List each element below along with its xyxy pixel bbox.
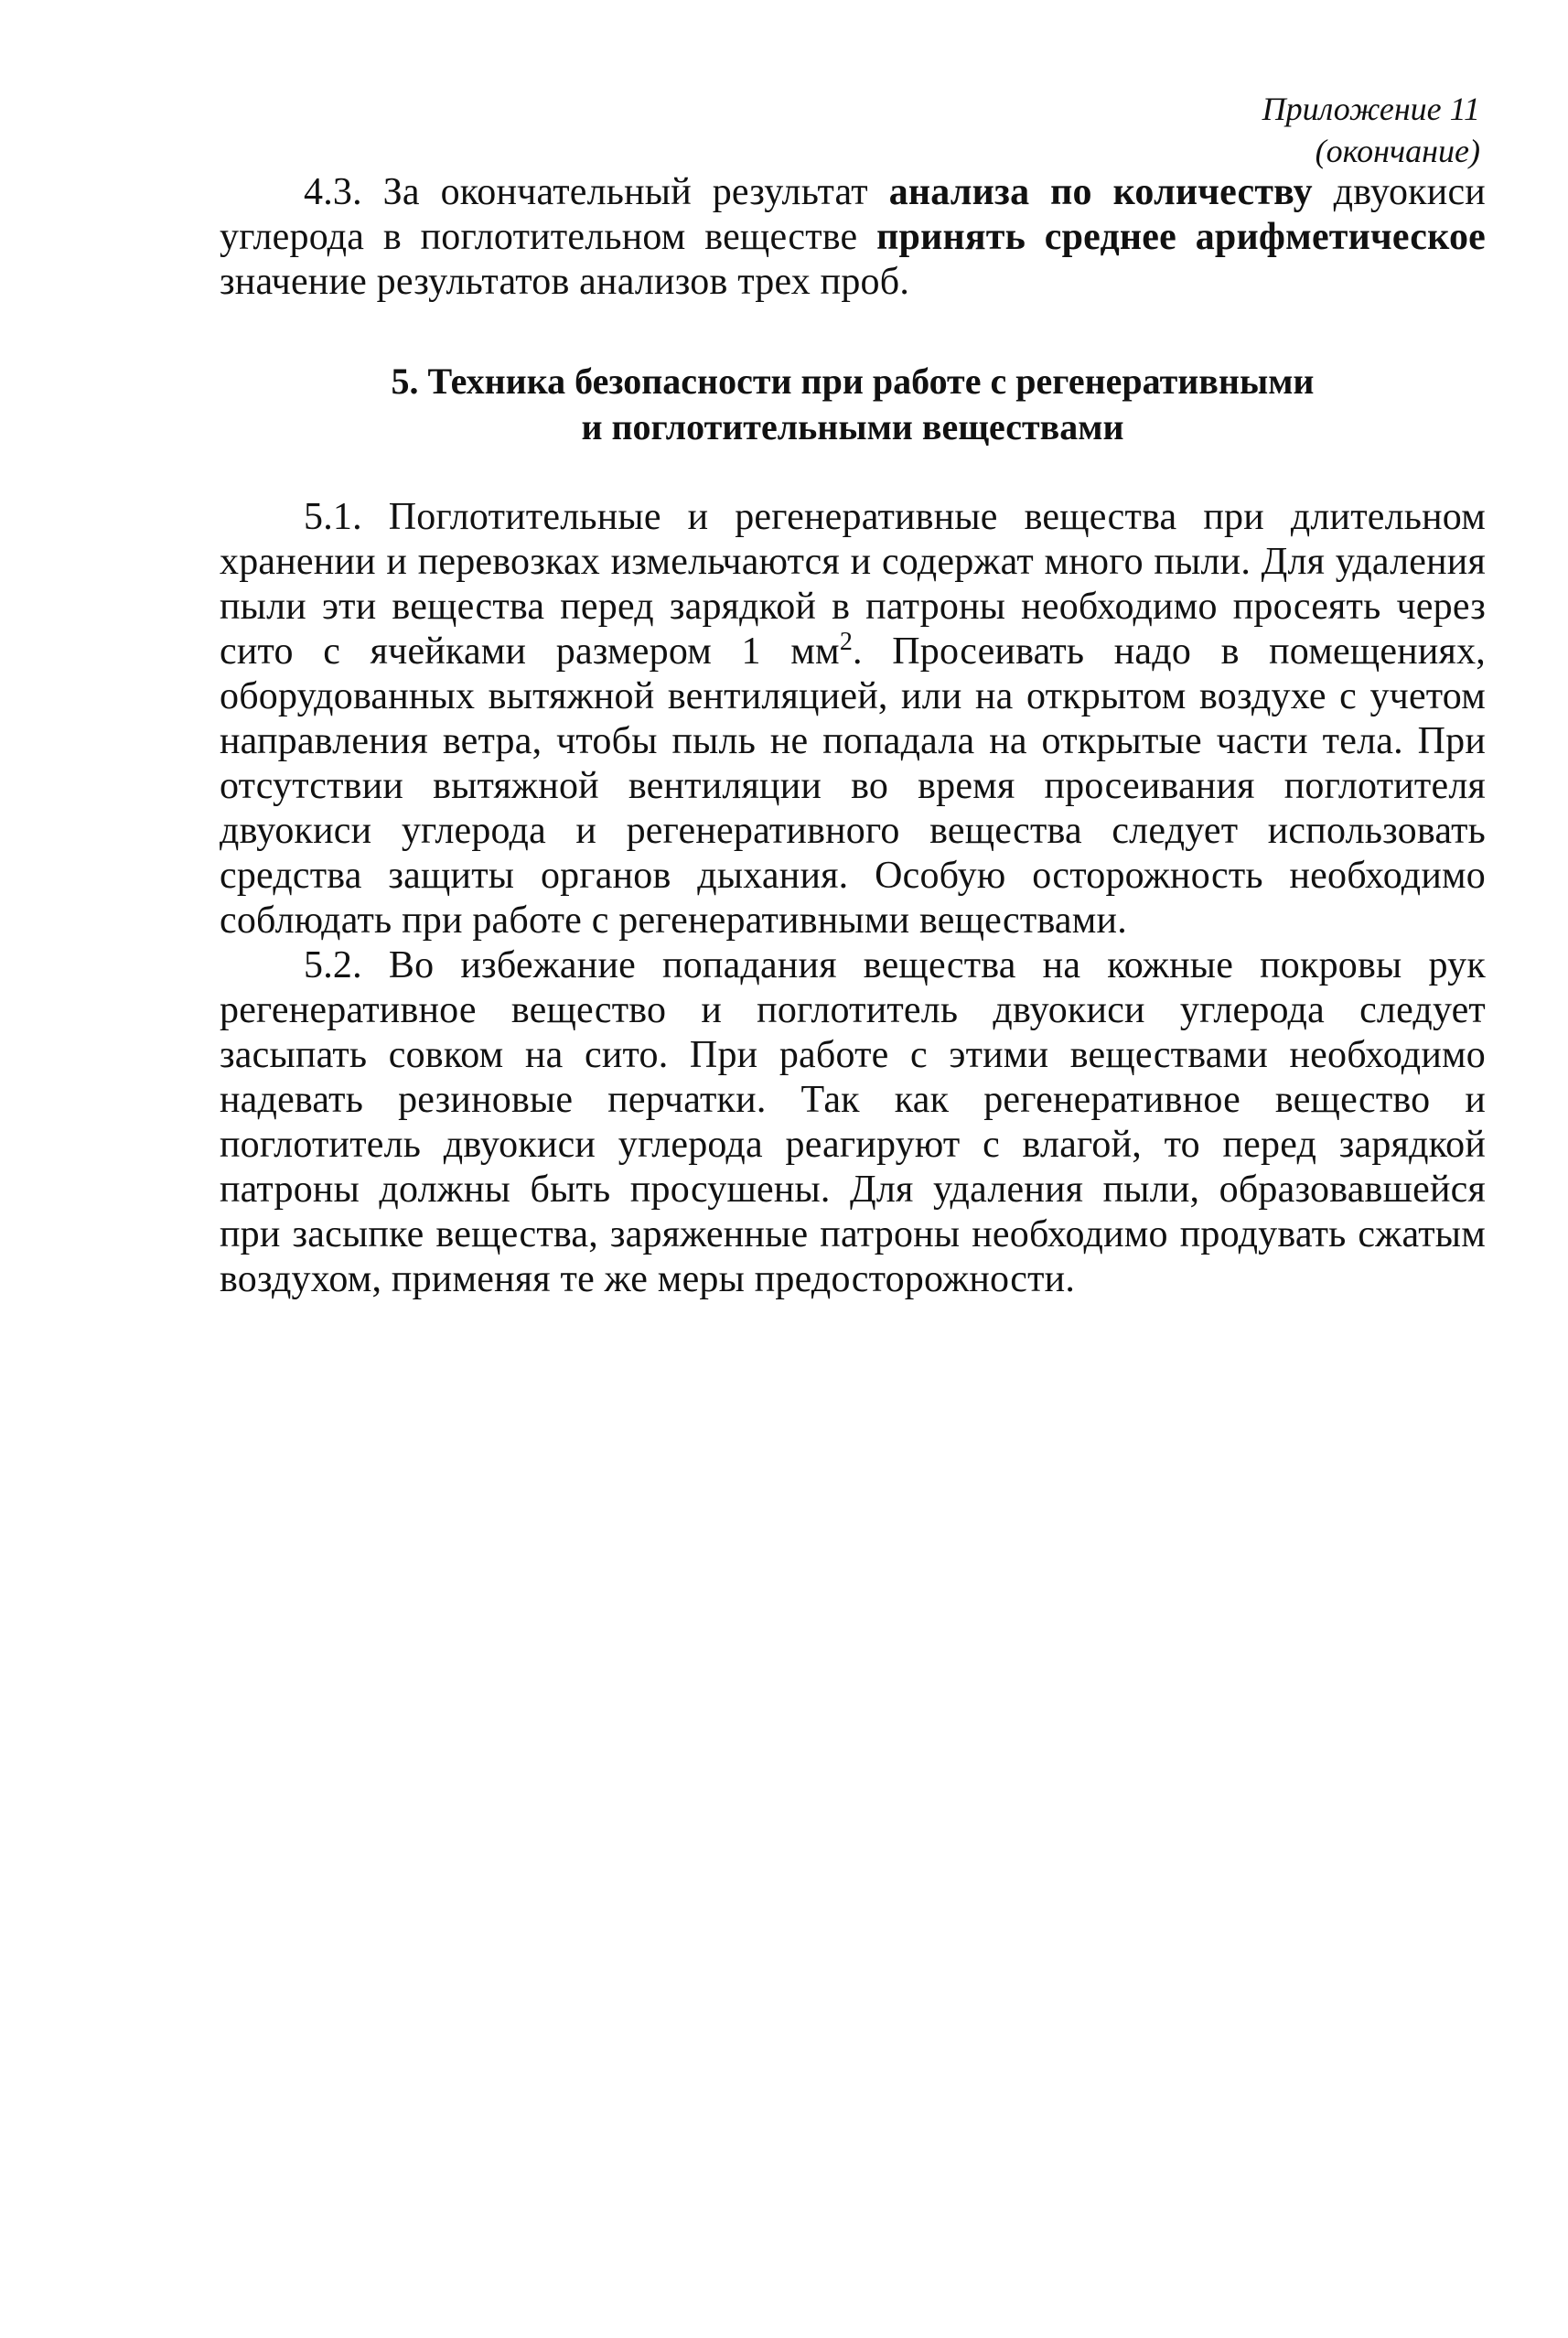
appendix-number: Приложение 11 xyxy=(1262,91,1480,127)
paragraph-4-3-bold-1: анализа по количеству xyxy=(888,171,1313,213)
section-5-heading-line-1: 5. Техника безопасности при работе с регенеративными xyxy=(391,361,1315,402)
paragraph-4-3-text-2: двуокиси углерода в поглотительном веществе xyxy=(220,171,1486,258)
paragraph-5-1-superscript: 2 xyxy=(839,628,854,656)
paragraph-4-3 xyxy=(220,170,1486,305)
paragraph-4-3-text-1: 4.3. За окончательный результат xyxy=(304,171,889,213)
paragraph-4-3-text-3: значение результатов анализов трех проб. xyxy=(220,261,910,303)
paragraph-4-3-bold-2: принять среднее арифметическое xyxy=(876,216,1486,258)
section-5-block xyxy=(220,495,1486,1302)
section-5-heading-line-2: и поглотительными веществами xyxy=(581,406,1124,447)
appendix-label xyxy=(1262,88,1480,172)
paragraph-5-1-text-1: 5.1. Поглотительные и регенеративные вещества при длительном хранении и перевозках измельчаются и содержат много пыли. Для удаления пыли эти вещества перед зарядкой в патроны необходимо просеять через сито с ячейками размером 1 мм xyxy=(220,496,1486,673)
section-4-block xyxy=(220,170,1486,305)
section-5-heading xyxy=(220,359,1486,450)
appendix-continuation: (окончание) xyxy=(1315,133,1480,169)
paragraph-5-1-text-2: . Просеивать надо в помещениях, оборудованных вытяжной вентиляцией, или на открытом воздухе с учетом направления ветра, чтобы пыль не попадала на открытые части тела. При отсутствии вытяжной вентиляции во время просеивания поглотителя двуокиси углерода и регенеративного вещества следует использовать средства защиты органов дыхания. Особую осторожность необходимо соблюдать при работе с регенеративными веществами. xyxy=(220,630,1486,942)
paragraph-5-1 xyxy=(220,495,1486,943)
paragraph-5-2: 5.2. Во избежание попадания вещества на кожные покровы рук регенеративное вещество и поглотитель двуокиси углерода следует засыпать совком на сито. При работе с этими веществами необходимо надевать резиновые перчатки. Так как регенеративное вещество и поглотитель двуокиси углерода реагируют с влагой, то перед зарядкой патроны должны быть просушены. Для удаления пыли, образовавшейся при засыпке вещества, заряженные патроны необходимо продувать сжатым воздухом, применяя те же меры предосторожности. xyxy=(220,944,1486,1300)
